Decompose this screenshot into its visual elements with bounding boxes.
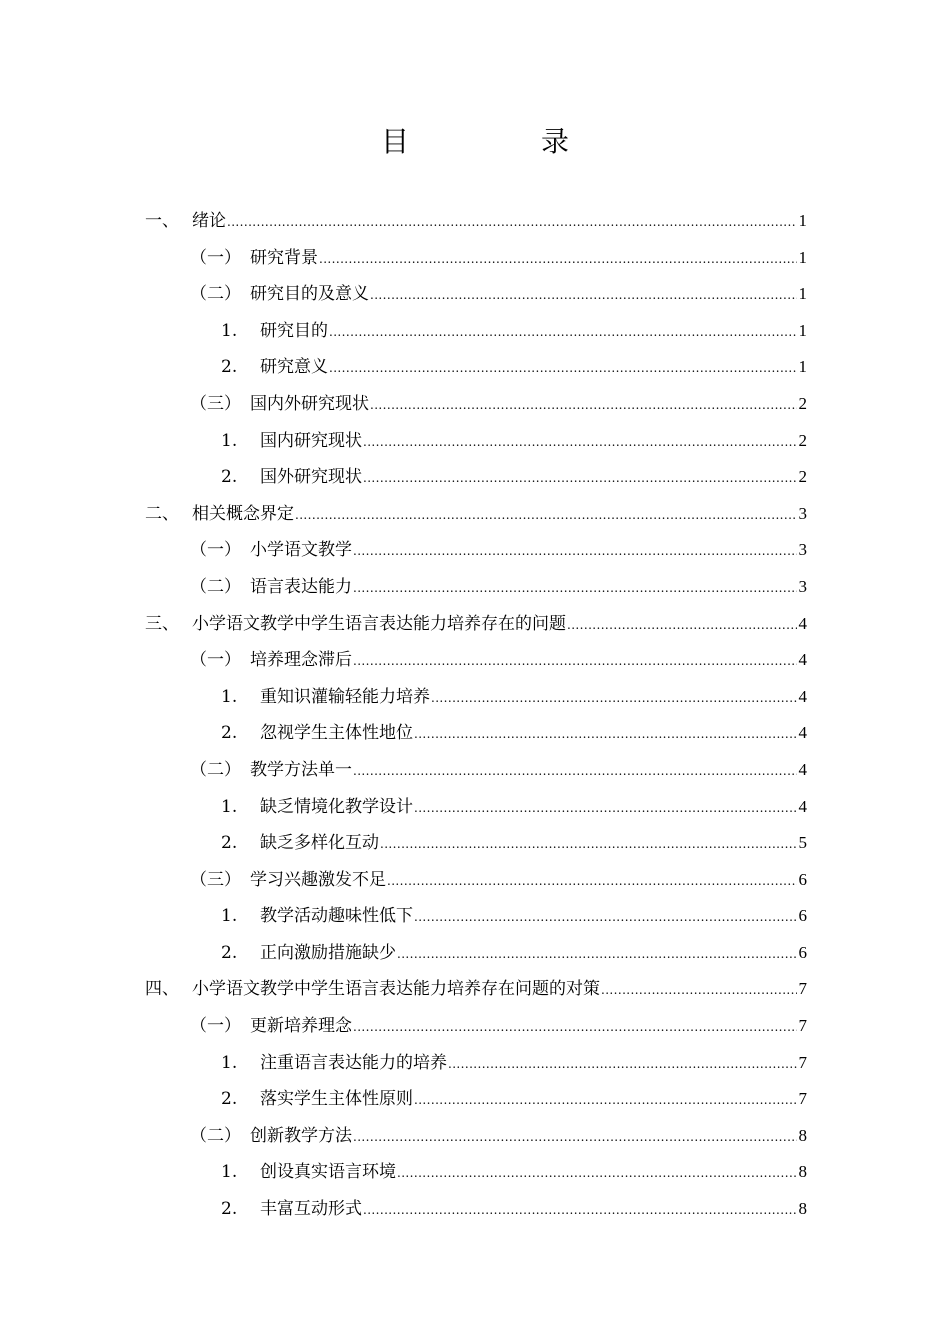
toc-entry-line	[190, 1125, 807, 1148]
toc-page-number: 3	[798, 576, 807, 596]
toc-entry-level-2[interactable]	[0, 751, 950, 788]
toc-entry-line	[190, 283, 807, 306]
toc-entry-line	[190, 759, 807, 782]
toc-entry-number: 1.	[221, 1052, 238, 1073]
toc-entry-level-3[interactable]	[0, 1044, 950, 1081]
toc-page-number: 4	[798, 686, 807, 706]
toc-entry-number: （三）	[190, 869, 241, 890]
toc-entry-line	[190, 1015, 807, 1038]
toc-entry-number: （一）	[190, 540, 241, 561]
toc-dot-leader	[363, 1199, 797, 1221]
toc-dot-leader	[363, 467, 797, 489]
toc-entry-number: （一）	[190, 1016, 241, 1037]
toc-entry-level-2[interactable]	[0, 568, 950, 605]
toc-entry-number: 四、	[145, 979, 179, 1000]
toc-entry-level-3[interactable]	[0, 714, 950, 751]
toc-page-number: 4	[798, 650, 807, 670]
toc-entry-level-2[interactable]	[0, 531, 950, 568]
toc-dot-leader	[414, 1089, 797, 1111]
toc-page-number: 6	[798, 906, 807, 926]
toc-entry-number: （二）	[190, 284, 241, 305]
toc-dot-leader	[370, 394, 797, 416]
toc-entry-line	[221, 1161, 807, 1184]
toc-entry-title: 丰富互动形式	[260, 1199, 362, 1220]
toc-dot-leader	[353, 577, 797, 599]
toc-entry-number: 2.	[221, 467, 238, 488]
toc-page-number: 8	[798, 1162, 807, 1182]
toc-entry-number: 一、	[145, 211, 179, 231]
toc-entry-number: 1.	[221, 1162, 238, 1183]
toc-dot-leader	[353, 1016, 797, 1038]
toc-entry-line	[190, 539, 807, 562]
toc-entry-title: 研究意义	[260, 357, 328, 378]
toc-dot-leader	[397, 943, 797, 965]
toc-entry-title: 正向激励措施缺少	[260, 942, 396, 963]
toc-page-number: 1	[798, 211, 807, 230]
toc-entry-title: 小学语文教学中学生语言表达能力培养存在的问题	[192, 613, 566, 634]
toc-entry-level-1[interactable]	[0, 605, 950, 642]
toc-entry-line	[221, 320, 807, 343]
toc-page-number: 4	[798, 723, 807, 743]
toc-page-number: 8	[798, 1199, 807, 1219]
toc-dot-leader	[601, 979, 797, 1001]
toc-entry-title: 培养理念滞后	[250, 650, 352, 671]
toc-entry-number: （一）	[190, 247, 241, 268]
toc-entry-number: （二）	[190, 576, 241, 597]
toc-dot-leader	[329, 357, 797, 379]
toc-dot-leader	[329, 321, 797, 343]
toc-entry-level-3[interactable]	[0, 458, 950, 495]
toc-entry-line	[145, 978, 807, 1001]
toc-entry-level-3[interactable]	[0, 897, 950, 934]
toc-entry-number: 2.	[221, 723, 238, 744]
toc-entry-number: 1.	[221, 796, 238, 817]
toc-entry-number: （二）	[190, 1125, 241, 1146]
toc-dot-leader	[295, 504, 797, 526]
toc-entry-line	[190, 869, 807, 892]
toc-entry-level-2[interactable]	[0, 641, 950, 678]
toc-entry-title: 国内外研究现状	[250, 393, 369, 414]
toc-dot-leader	[353, 540, 797, 562]
toc-entry-level-3[interactable]	[0, 788, 950, 825]
toc-dot-leader	[397, 1162, 797, 1184]
toc-page-number: 4	[798, 796, 807, 816]
toc-entry-title: 更新培养理念	[250, 1016, 352, 1037]
toc-page-number: 3	[798, 503, 807, 523]
toc-entry-title: 教学活动趣味性低下	[260, 906, 413, 927]
toc-page-number: 4	[798, 613, 807, 633]
toc-entry-line	[145, 210, 807, 233]
toc-dot-leader	[414, 723, 797, 745]
toc-entry-number: 2.	[221, 357, 238, 378]
toc-page-number: 1	[798, 284, 807, 304]
toc-entry-title: 创设真实语言环境	[260, 1162, 396, 1183]
toc-entry-title: 小学语文教学中学生语言表达能力培养存在问题的对策	[192, 979, 600, 1000]
toc-page-number: 2	[798, 430, 807, 450]
toc-entry-number: 1.	[221, 320, 238, 341]
toc-entry-title: 注重语言表达能力的培养	[260, 1052, 447, 1073]
toc-entry-line	[221, 722, 807, 745]
toc-entry-level-2[interactable]	[0, 1007, 950, 1044]
toc-entry-line	[221, 430, 807, 453]
toc-entry-line	[221, 1052, 807, 1075]
toc-entry-line	[145, 613, 807, 636]
toc-entry-title: 学习兴趣激发不足	[250, 869, 386, 890]
toc-page-number: 6	[798, 942, 807, 962]
toc-page-number: 7	[798, 1052, 807, 1072]
toc-entry-line	[190, 576, 807, 599]
toc-entry-title: 研究背景	[250, 247, 318, 268]
toc-entry-level-2[interactable]	[0, 385, 950, 422]
toc-page-number: 1	[798, 320, 807, 340]
toc-entry-title: 重知识灌输轻能力培养	[260, 686, 430, 707]
toc-entry-title: 小学语文教学	[250, 540, 352, 561]
toc-entry-level-3[interactable]	[0, 1190, 950, 1227]
toc-entry-title: 缺乏多样化互动	[260, 833, 379, 854]
toc-page-number: 4	[798, 759, 807, 779]
toc-entry-title: 创新教学方法	[250, 1125, 352, 1146]
toc-page-number: 6	[798, 869, 807, 889]
toc-entry-number: 2.	[221, 942, 238, 963]
toc-title: 目 录	[380, 125, 621, 158]
toc-entry-line	[221, 832, 807, 855]
toc-entry-title: 研究目的	[260, 320, 328, 341]
toc-entry-number: （三）	[190, 393, 241, 414]
toc-entry-title: 国内研究现状	[260, 430, 362, 451]
toc-entry-title: 相关概念界定	[192, 503, 294, 524]
toc-entry-line	[221, 942, 807, 965]
toc-entry-level-2[interactable]	[0, 1117, 950, 1154]
toc-page-number: 7	[798, 1089, 807, 1109]
toc-entry-title: 研究目的及意义	[250, 284, 369, 305]
toc-entry-title: 落实学生主体性原则	[260, 1089, 413, 1110]
toc-entry-number: 三、	[145, 613, 179, 634]
toc-page-number: 1	[798, 357, 807, 377]
toc-dot-leader	[448, 1053, 797, 1075]
toc-entry-title: 绪论	[192, 211, 226, 231]
toc-entry-line	[190, 649, 807, 672]
toc-page-number: 8	[798, 1125, 807, 1145]
toc-entry-number: 2.	[221, 1199, 238, 1220]
toc-entry-number: （一）	[190, 650, 241, 671]
toc-page-number: 3	[798, 540, 807, 560]
toc-entry-level-2[interactable]	[0, 275, 950, 312]
toc-dot-leader	[567, 614, 797, 636]
toc-entry-level-1[interactable]	[0, 970, 950, 1007]
toc-entry-level-3[interactable]	[0, 1153, 950, 1190]
toc-dot-leader	[387, 870, 797, 892]
toc-entry-line	[190, 247, 807, 270]
toc-page-number: 5	[798, 833, 807, 853]
toc-entry-number: 1.	[221, 906, 238, 927]
toc-dot-leader	[363, 431, 797, 453]
toc-dot-leader	[380, 833, 797, 855]
toc-entry-title: 教学方法单一	[250, 759, 352, 780]
toc-entry-number: 2.	[221, 833, 238, 854]
toc-entry-level-1[interactable]	[0, 495, 950, 532]
toc-dot-leader	[370, 284, 797, 306]
toc-entry-number: 2.	[221, 1089, 238, 1110]
toc-entry-line	[221, 686, 807, 709]
toc-dot-leader	[414, 797, 797, 819]
toc-page-number: 7	[798, 1016, 807, 1036]
toc-entry-level-3[interactable]	[0, 348, 950, 385]
toc-entry-level-3[interactable]	[0, 312, 950, 349]
toc-entry-level-2[interactable]	[0, 239, 950, 276]
toc-entry-line	[221, 905, 807, 928]
toc-entry-level-3[interactable]	[0, 824, 950, 861]
toc-dot-leader	[319, 248, 797, 270]
toc-entry-line	[221, 1198, 807, 1221]
toc-entry-line	[145, 503, 807, 526]
toc-list	[0, 202, 950, 1227]
toc-dot-leader	[414, 906, 797, 928]
toc-entry-line	[190, 393, 807, 416]
toc-entry-level-3[interactable]	[0, 1080, 950, 1117]
toc-page-number: 7	[798, 979, 807, 999]
toc-entry-title: 忽视学生主体性地位	[260, 723, 413, 744]
toc-page-number: 1	[798, 247, 807, 267]
toc-entry-line	[221, 466, 807, 489]
toc-dot-leader	[353, 650, 797, 672]
toc-dot-leader	[353, 760, 797, 782]
toc-entry-level-3[interactable]	[0, 934, 950, 971]
toc-entry-number: （二）	[190, 759, 241, 780]
toc-entry-level-3[interactable]	[0, 422, 950, 459]
toc-entry-line	[221, 796, 807, 819]
toc-entry-number: 二、	[145, 503, 179, 524]
toc-entry-level-2[interactable]	[0, 861, 950, 898]
toc-entry-line	[221, 1088, 807, 1111]
toc-entry-number: 1.	[221, 686, 238, 707]
toc-dot-leader	[431, 687, 797, 709]
toc-entry-title: 语言表达能力	[250, 576, 352, 597]
toc-entry-line	[221, 356, 807, 379]
toc-entry-title: 国外研究现状	[260, 467, 362, 488]
toc-page-number: 2	[798, 393, 807, 413]
toc-dot-leader	[227, 211, 797, 233]
toc-page-number: 2	[798, 467, 807, 487]
toc-entry-level-3[interactable]	[0, 678, 950, 715]
toc-entry-level-1[interactable]	[0, 202, 950, 239]
toc-entry-title: 缺乏情境化教学设计	[260, 796, 413, 817]
toc-entry-number: 1.	[221, 430, 238, 451]
toc-dot-leader	[353, 1126, 797, 1148]
